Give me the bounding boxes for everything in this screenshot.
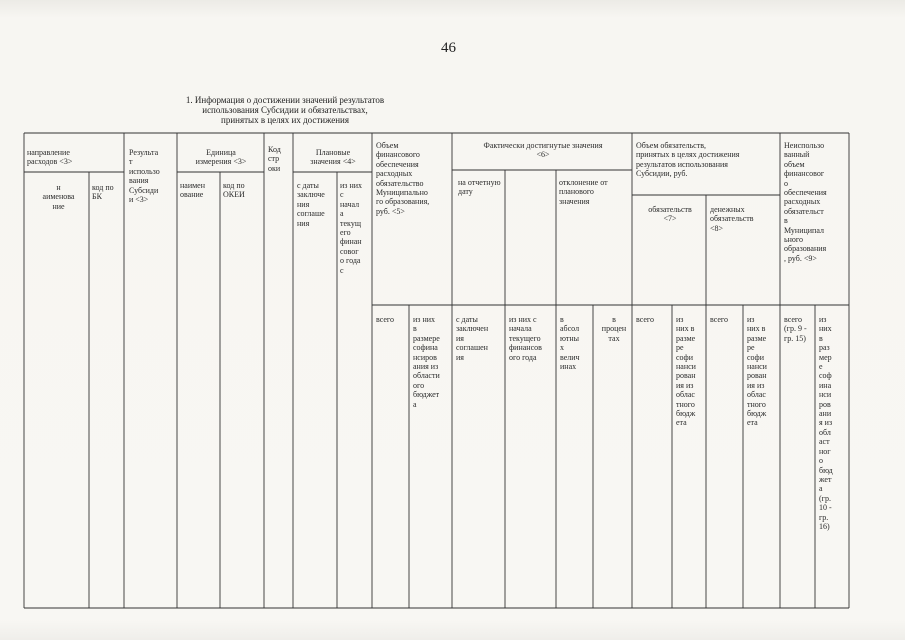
sub-deviation-percent: в процен тах (601, 315, 627, 343)
header-actual-deviation: отклонение от планового значения (559, 178, 608, 206)
sub-unused-total: всего (гр. 9 - гр. 15) (784, 315, 807, 343)
sub-actual-from-agreement: с даты заключен ия соглашен ия (456, 315, 489, 362)
sub-money-total: всего (710, 315, 729, 324)
page-number: 46 (441, 40, 456, 56)
header-planned: Плановые значения <4> (310, 148, 356, 167)
sub-obligations-cofin: из них в разме ре софи нанси рован ия из облас тного бюдж ета (676, 315, 696, 428)
header-actual-values: Фактически достигнутые значения <6> (483, 141, 603, 160)
header-direction: направление расходов <3> (27, 148, 73, 167)
sub-volume-total: всего (376, 315, 395, 324)
header-planned-from-year: из них с начал а текущ его финан совог о года с (340, 181, 363, 275)
header-unused: Неиспользо ванный объем финансовог о обеспечения расходных обязательст в Муниципал ьного образования , руб. <9> (784, 141, 827, 263)
header-code-bk: код по БК (92, 183, 114, 202)
sub-unused-cofin: из них в раз мер е соф ина нси ров ани я из обл аст ног о бюд жет а (гр. 10 - гр. 16) (819, 315, 833, 531)
header-unit-okei: код по ОКЕИ (223, 181, 245, 200)
header-unit: Единица измерения <3> (195, 148, 247, 167)
header-obligations: Объем обязательств, принятых в целях достижения результатов использования Субсидии, руб. (636, 141, 740, 179)
sub-deviation-absolute: в абсол ютны х велич инах (560, 315, 580, 372)
sub-money-cofin: из них в разме ре софи нанси рован ия из облас тного бюдж ета (747, 315, 767, 428)
sub-volume-cofin: из них в размере софина нсиров ания из области ого бюджет а (413, 315, 440, 409)
header-unit-name: наимен ование (180, 181, 206, 200)
sub-obligations-total: всего (636, 315, 655, 324)
header-obligations-obl: обязательств <7> (648, 205, 692, 224)
header-financing-volume: Объем финансового обеспечения расходных обязательство Муниципально го образования, руб. <5> (376, 141, 430, 216)
header-obligations-money: денежных обязательств <8> (710, 205, 754, 233)
header-row-code: Код стр оки (268, 145, 281, 173)
header-planned-from-agreement: с даты заключе ния соглаше ния (297, 181, 325, 228)
sub-actual-from-year: из них с начала текущего финансов ого года (509, 315, 542, 362)
header-result: Результа т использо вания Субсиди и <3> (129, 148, 160, 205)
header-actual-report-date: на отчетную дату (458, 178, 501, 197)
header-name: н аименова ние (42, 183, 75, 211)
section-heading: 1. Информация о достижении значений результатов использования Субсидии и обязательствах, принятых в целях их достижения (185, 95, 385, 125)
